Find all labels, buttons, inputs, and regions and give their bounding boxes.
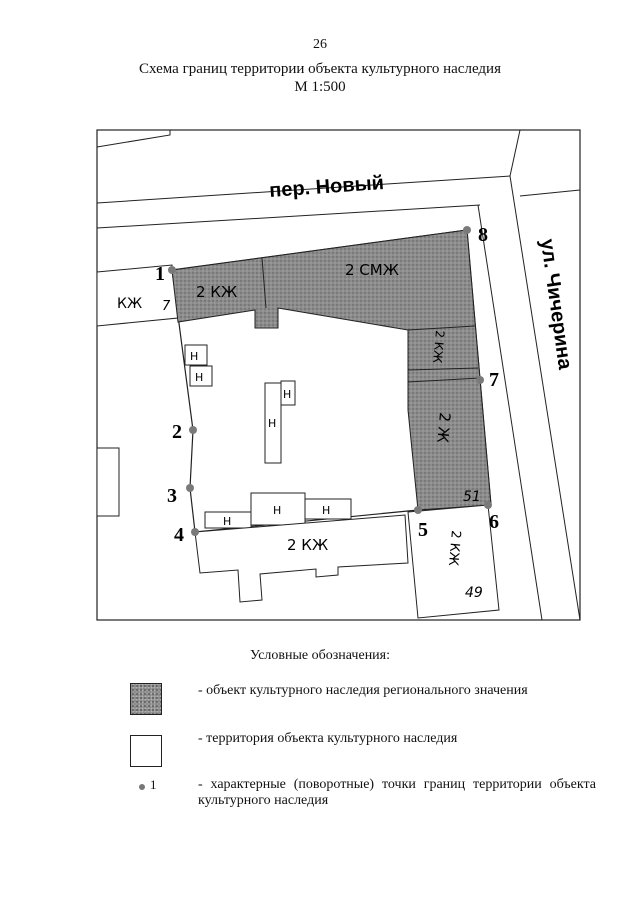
building-top-left-corner: [97, 130, 170, 147]
label-main-number: 51: [463, 489, 481, 505]
building-left-small: [97, 448, 119, 516]
boundary-point-7: [476, 376, 484, 384]
label-kzh-left-number: 7: [162, 299, 171, 314]
boundary-point-8: [463, 226, 471, 234]
legend-swatch-territory: [130, 735, 162, 767]
street-line: [97, 205, 480, 228]
street-name-top: пер. Новый: [268, 172, 385, 202]
point-label-4: 4: [174, 524, 184, 546]
boundary-point-5: [414, 506, 422, 514]
legend-text-territory: - территория объекта культурного наследия: [198, 731, 458, 746]
label-n: Н: [268, 417, 277, 430]
label-n: Н: [190, 350, 199, 363]
legend-point-icon: [139, 784, 145, 790]
label-right-2kzh: 2 КЖ: [444, 529, 463, 567]
legend-text-point: - характерные (поворотные) точки границ территории объекта культурного наследия: [198, 777, 596, 808]
boundary-point-3: [186, 484, 194, 492]
label-n: Н: [195, 371, 204, 384]
legend-heading: Условные обозначения:: [249, 648, 391, 663]
title-scale: М 1:500: [294, 79, 346, 95]
street-name-right: ул. Чичерина: [535, 237, 576, 371]
boundary-point-2: [189, 426, 197, 434]
label-n: Н: [273, 504, 282, 517]
label-main-2kzh: 2 КЖ: [196, 283, 238, 301]
boundary-point-4: [191, 528, 199, 536]
page-number: 26: [313, 37, 327, 52]
street-line: [520, 190, 580, 196]
label-right-number: 49: [465, 585, 483, 601]
label-main-2kzh-small: 2 КЖ: [430, 329, 447, 364]
point-label-5: 5: [418, 519, 428, 541]
point-label-7: 7: [489, 369, 499, 391]
label-n: Н: [322, 504, 331, 517]
boundary-point-1: [168, 266, 176, 274]
boundary-point-6: [484, 501, 492, 509]
street-line: [510, 130, 520, 176]
point-label-8: 8: [478, 224, 488, 246]
label-kzh-left: КЖ: [117, 296, 143, 312]
point-label-1: 1: [155, 263, 165, 285]
legend-text-object: - объект культурного наследия регионального значения: [198, 683, 528, 698]
legend-point-label: 1: [150, 777, 157, 792]
legend-swatch-object: [130, 683, 162, 715]
point-label-6: 6: [489, 511, 499, 533]
point-label-2: 2: [172, 421, 182, 443]
title-line-1: Схема границ территории объекта культурного наследия: [139, 61, 501, 77]
label-n: Н: [223, 515, 232, 528]
label-main-2smzh: 2 СМЖ: [345, 261, 399, 279]
label-main-2zh: 2 Ж: [433, 411, 454, 444]
label-n: Н: [283, 388, 292, 401]
point-label-3: 3: [167, 485, 177, 507]
label-bottom-2kzh: 2 КЖ: [287, 536, 329, 554]
